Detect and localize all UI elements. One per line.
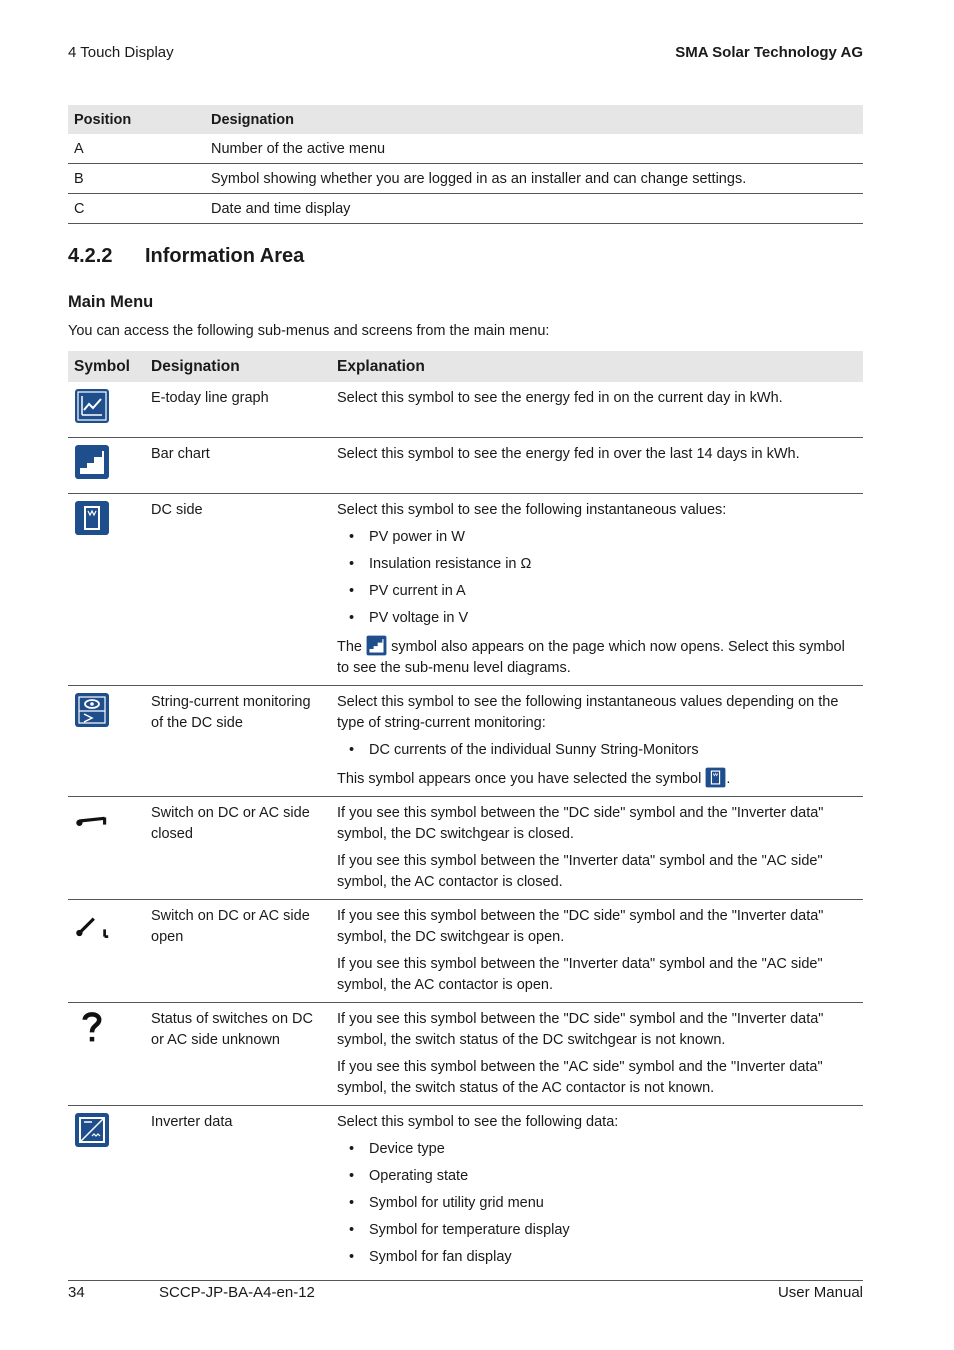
list-item: • Symbol for fan display [337, 1247, 857, 1268]
list-item: • DC currents of the individual Sunny String-Monitors [337, 740, 857, 761]
designation-cell: Bar chart [145, 438, 331, 494]
explanation-text: If you see this symbol between the "DC side" symbol and the "Inverter data" symbol, the DC switchgear is open. [337, 908, 824, 945]
list-item: • PV current in A [337, 581, 857, 602]
table-cell: Symbol showing whether you are logged in as an installer and can change settings. [205, 164, 863, 194]
running-header-chapter: 4 Touch Display [68, 44, 174, 61]
list-item: • Insulation resistance in Ω [337, 554, 857, 575]
explanation-text: Select this symbol to see the following instantaneous values depending on the type of string-current monitoring: [337, 694, 839, 731]
list-item: • Device type [337, 1139, 857, 1160]
designation-cell: Status of switches on DC or AC side unknown [145, 1003, 331, 1106]
column-header: Position [68, 105, 205, 134]
bar-chart-icon [366, 635, 387, 656]
section-number: 4.2.2 [68, 245, 113, 267]
question-mark-icon [74, 1009, 110, 1045]
value-list [337, 1139, 857, 1268]
explanation-text: Select this symbol to see the following instantaneous values: [337, 502, 727, 518]
designation-cell: String-current monitoring of the DC side [145, 686, 331, 797]
explanation-text: If you see this symbol between the "DC side" symbol and the "Inverter data" symbol, the DC switchgear is closed. [337, 805, 824, 842]
table-row [68, 382, 863, 438]
column-header: Explanation [331, 351, 863, 382]
table-row [68, 164, 863, 194]
table-cell: A [68, 134, 205, 164]
explanation-text: If you see this symbol between the "Inverter data" symbol and the "AC side" symbol, the AC contactor is open. [337, 956, 823, 993]
dc-side-icon [705, 767, 726, 788]
table-row [68, 686, 863, 797]
footer-title: User Manual [777, 1284, 863, 1301]
explanation-text: The symbol also appears on the page which now opens. Select this symbol to see the sub-menu level diagrams. [337, 635, 857, 679]
document-id: SCCP-JP-BA-A4-en-12 [159, 1284, 315, 1301]
main-menu-table [68, 351, 863, 1281]
table-cell: B [68, 164, 205, 194]
inverter-data-icon [74, 1112, 110, 1148]
list-item: • PV power in W [337, 527, 857, 548]
explanation-text: Select this symbol to see the energy fed in over the last 14 days in kWh. [337, 446, 800, 462]
explanation-text: Select this symbol to see the energy fed in on the current day in kWh. [337, 390, 783, 406]
subsection-heading: Main Menu [68, 293, 154, 311]
table-header-row [68, 105, 863, 134]
column-header: Designation [145, 351, 331, 382]
string-monitoring-icon [74, 692, 110, 728]
value-list [337, 740, 857, 761]
table-row [68, 438, 863, 494]
designation-cell: Switch on DC or AC side open [145, 900, 331, 1003]
column-header: Designation [205, 105, 863, 134]
section-heading [68, 245, 304, 268]
switch-open-icon [74, 906, 110, 942]
designation-cell: DC side [145, 494, 331, 686]
bar-chart-icon [74, 444, 110, 480]
table-row [68, 1106, 863, 1281]
table-row [68, 494, 863, 686]
table-row [68, 900, 863, 1003]
value-list [337, 527, 857, 629]
table-header-row [68, 351, 863, 382]
explanation-text: If you see this symbol between the "DC side" symbol and the "Inverter data" symbol, the switch status of the DC switchgear is not known. [337, 1011, 824, 1048]
list-item: • PV voltage in V [337, 608, 857, 629]
explanation-text: This symbol appears once you have selected the symbol . [337, 767, 857, 790]
page-number: 34 [68, 1284, 85, 1301]
explanation-text: If you see this symbol between the "AC side" symbol and the "Inverter data" symbol, the switch status of the AC contactor is not known. [337, 1059, 823, 1096]
running-header-company: SMA Solar Technology AG [675, 44, 863, 61]
table-row [68, 797, 863, 900]
table-row [68, 194, 863, 224]
intro-text: You can access the following sub-menus and screens from the main menu: [68, 323, 550, 339]
table-row [68, 134, 863, 164]
designation-cell: Inverter data [145, 1106, 331, 1281]
position-table [68, 105, 863, 224]
dc-side-icon [74, 500, 110, 536]
column-header: Symbol [68, 351, 145, 382]
designation-cell: Switch on DC or AC side closed [145, 797, 331, 900]
switch-closed-icon [74, 803, 110, 839]
list-item: • Operating state [337, 1166, 857, 1187]
table-cell: Number of the active menu [205, 134, 863, 164]
explanation-text: If you see this symbol between the "Inverter data" symbol and the "AC side" symbol, the AC contactor is closed. [337, 853, 823, 890]
table-row [68, 1003, 863, 1106]
explanation-text: Select this symbol to see the following data: [337, 1114, 619, 1130]
section-title: Information Area [145, 245, 305, 267]
line-graph-icon [74, 388, 110, 424]
designation-cell: E-today line graph [145, 382, 331, 438]
table-cell: C [68, 194, 205, 224]
table-cell: Date and time display [205, 194, 863, 224]
list-item: • Symbol for temperature display [337, 1220, 857, 1241]
list-item: • Symbol for utility grid menu [337, 1193, 857, 1214]
